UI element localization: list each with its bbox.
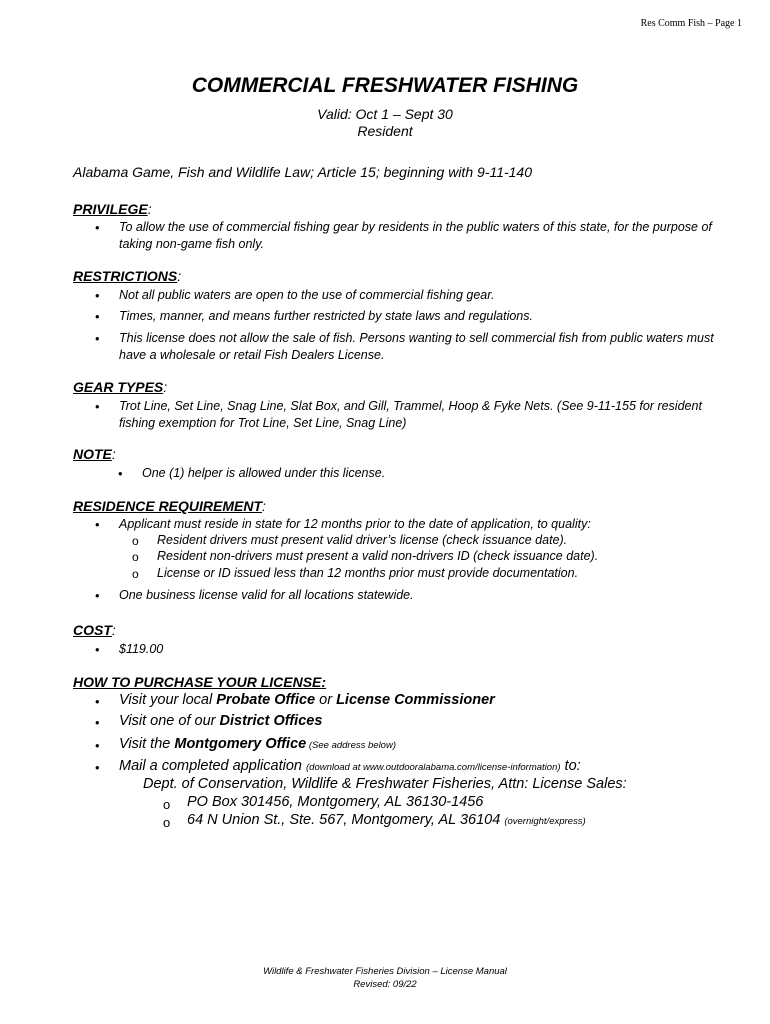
bullet: • — [95, 695, 100, 709]
list-item: One (1) helper is allowed under this license. — [142, 466, 386, 480]
purchase-heading: HOW TO PURCHASE YOUR LICENSE: — [73, 674, 327, 690]
gear-heading: GEAR TYPES: — [73, 379, 168, 395]
list-item: To allow the use of commercial fishing gear by residents in the public waters of this state, for the purpose of taking non-game fish only. — [119, 220, 712, 251]
sub-bullet: o — [163, 797, 171, 812]
list-item: Visit the Montgomery Office (See address below) — [119, 736, 396, 752]
page-title: COMMERCIAL FRESHWATER FISHING — [191, 74, 579, 97]
list-item: Visit your local Probate Office or License Commissioner — [119, 692, 495, 708]
list-item: Trot Line, Set Line, Snag Line, Slat Box, and Gill, Trammel, Hoop & Fyke Nets. (See 9-11-155 for resident fishing exemption for Trot Line, Set Line, Snag Line) — [119, 399, 702, 430]
probate-office: Probate Office — [216, 692, 316, 708]
bullet: • — [95, 289, 100, 303]
bullet: • — [95, 310, 100, 324]
mailing-department: Dept. of Conservation, Wildlife & Freshwater Fisheries, Attn: License Sales: — [143, 776, 627, 792]
download-url: (download at www.outdooralabama.com/license-information) — [306, 762, 561, 773]
license-class: Resident — [357, 123, 413, 139]
bullet: • — [95, 716, 100, 730]
footer-division: Wildlife & Freshwater Fisheries Division – License Manual — [263, 966, 507, 977]
privilege-heading: PRIVILEGE: — [73, 201, 152, 217]
list-item: Visit one of our District Offices — [119, 713, 323, 729]
bullet: • — [95, 739, 100, 753]
restrictions-heading: RESTRICTIONS: — [73, 268, 182, 284]
sub-bullet: o — [132, 534, 139, 548]
district-offices: District Offices — [219, 713, 323, 729]
residence-heading: RESIDENCE REQUIREMENT: — [73, 498, 266, 514]
bullet: • — [95, 518, 100, 532]
sub-item: License or ID issued less than 12 months prior must provide documentation. — [157, 566, 579, 580]
bullet: • — [95, 761, 100, 775]
bullet: • — [95, 643, 100, 657]
bullet: • — [95, 400, 100, 414]
list-item: Applicant must reside in state for 12 months prior to the date of application, to quality: — [119, 517, 591, 531]
sub-item: Resident drivers must present valid driver’s license (check issuance date). — [157, 533, 568, 547]
law-reference: Alabama Game, Fish and Wildlife Law; Article 15; beginning with 9-11-140 — [73, 164, 532, 180]
cost-heading: COST: — [73, 622, 116, 638]
page-header: Res Comm Fish – Page 1 — [640, 18, 742, 29]
sub-bullet: o — [132, 550, 139, 564]
street-address: 64 N Union St., Ste. 567, Montgomery, AL 36104 (overnight/express) — [187, 812, 586, 828]
montgomery-office: Montgomery Office — [174, 736, 307, 752]
license-commissioner: License Commissioner — [336, 692, 495, 708]
bullet: • — [95, 221, 100, 235]
list-item: Times, manner, and means further restricted by state laws and regulations. — [119, 309, 533, 323]
list-item: Mail a completed application (download at www.outdooralabama.com/license-information) to: — [119, 758, 581, 774]
sub-item: Resident non-drivers must present a valid non-drivers ID (check issuance date). — [157, 549, 599, 563]
note-heading: NOTE: — [73, 446, 116, 462]
bullet: • — [95, 332, 100, 346]
bullet: • — [95, 589, 100, 603]
bullet: • — [118, 467, 123, 481]
cost-value: $119.00 — [119, 642, 164, 656]
sub-bullet: o — [163, 815, 171, 830]
footer-revised: Revised: 09/22 — [353, 979, 417, 990]
mailing-address: PO Box 301456, Montgomery, AL 36130-1456 — [187, 794, 484, 810]
valid-dates: Valid: Oct 1 – Sept 30 — [317, 106, 453, 122]
list-item: One business license valid for all locations statewide. — [119, 588, 414, 602]
sub-bullet: o — [132, 567, 139, 581]
list-item: Not all public waters are open to the use of commercial fishing gear. — [119, 288, 495, 302]
list-item: This license does not allow the sale of fish. Persons wanting to sell commercial fish from public waters must have a wholesale or retail Fish Dealers License. — [119, 331, 714, 362]
